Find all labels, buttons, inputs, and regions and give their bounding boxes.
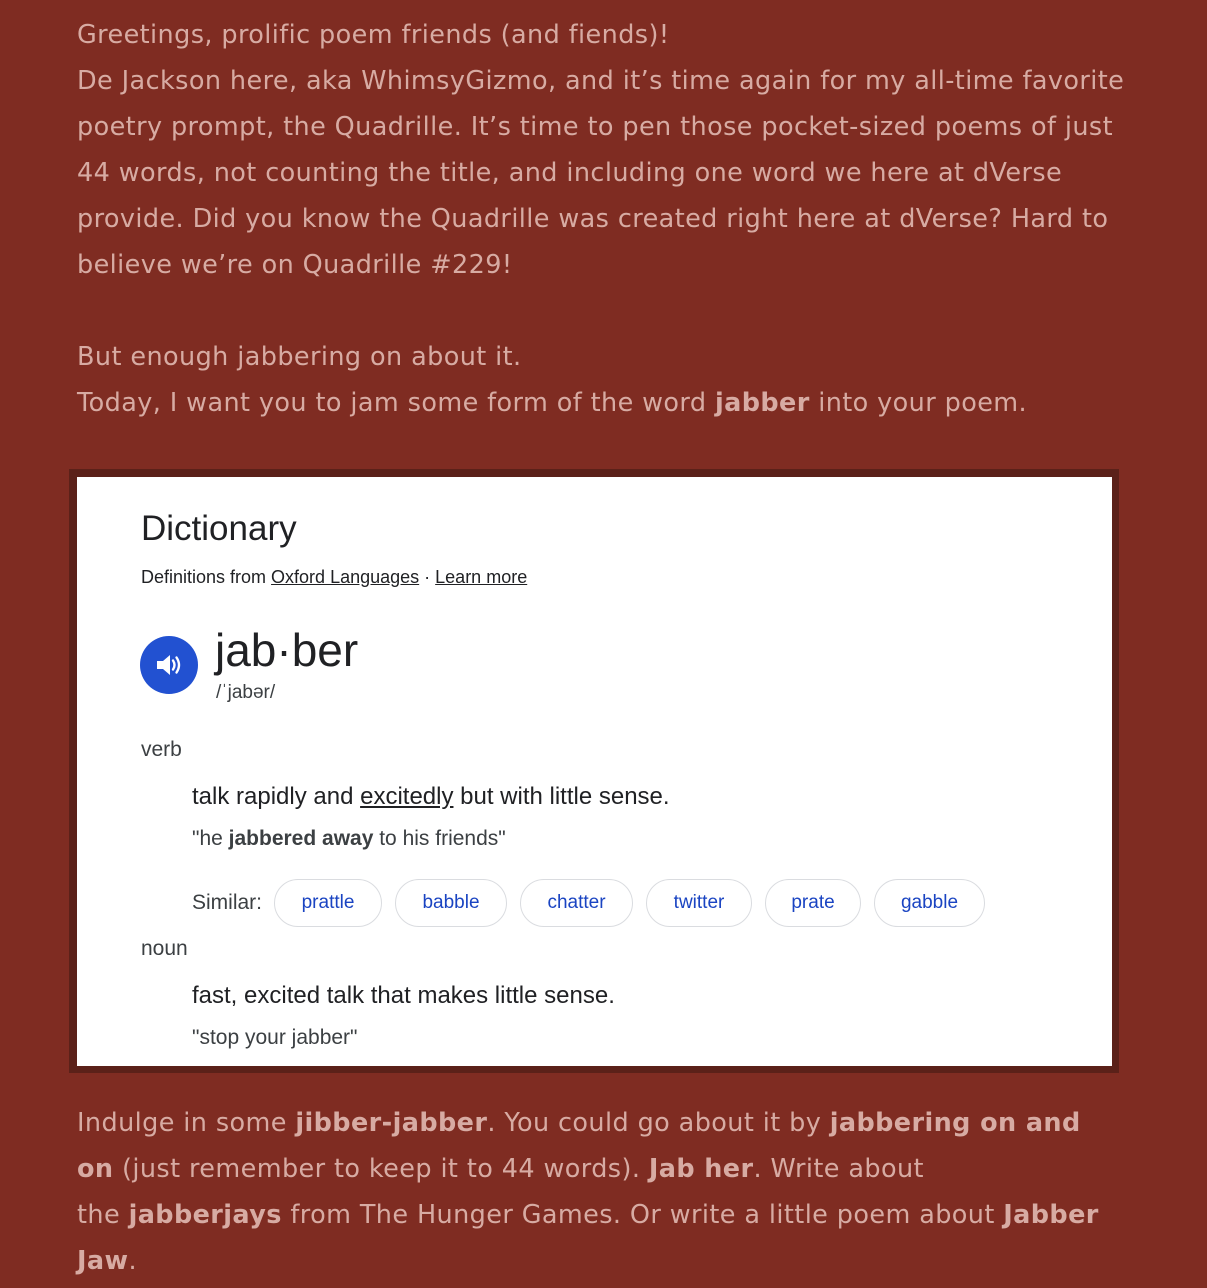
closing-bold: Jaw [77,1246,129,1276]
closing-line [77,1146,1137,1192]
definition-text: but with little sense. [453,783,670,810]
closing-text: Indulge in some [77,1108,296,1138]
excitedly-link[interactable]: excitedly [360,783,454,810]
example-text: "he [192,827,229,850]
verb-example [192,827,506,851]
noun-example: "stop your jabber" [192,1026,358,1049]
dictionary-source [141,567,527,588]
closing-text: . You could go about it by [487,1108,830,1138]
learn-more-link[interactable]: Learn more [435,567,528,587]
closing-bold: Jabber [1003,1200,1099,1230]
closing-paragraph [77,1100,1137,1284]
prompt-text: into your poem. [809,388,1028,418]
intro-line: Greetings, prolific poem friends (and fiends)! [77,20,670,50]
definition-text: talk rapidly and [192,783,361,810]
similar-chip-chatter[interactable]: chatter [520,879,633,927]
example-text: to his friends" [373,827,506,850]
prompt-text: Today, I want you to jam some form of the word [77,388,715,418]
example-bold: jabbered away [228,827,374,850]
closing-bold: jabberjays [128,1200,282,1230]
intro-line: poetry prompt, the Quadrille. It’s time to pen those pocket-sized poems of just [77,112,1113,142]
oxford-languages-link[interactable]: Oxford Languages [271,567,420,587]
similar-chip-prattle[interactable]: prattle [274,879,382,927]
dictionary-title: Dictionary [141,509,297,548]
source-separator: · [419,567,436,587]
verb-definition [192,783,670,811]
intro-line: De Jackson here, aka WhimsyGizmo, and it’s time again for my all-time favorite [77,66,1125,96]
closing-bold: jabbering on and [829,1108,1081,1138]
intro-line: believe we’re on Quadrille #229! [77,250,513,280]
closing-bold: jibber-jabber [295,1108,488,1138]
intro-line: 44 words, not counting the title, and including one word we here at dVerse [77,158,1063,188]
speaker-icon[interactable] [140,636,198,694]
prompt-word: jabber [714,388,810,418]
closing-line [77,1192,1137,1238]
similar-chip-twitter[interactable]: twitter [646,879,752,927]
phonetic: /ˈjabər/ [216,682,276,703]
headword: jab·ber [215,624,359,676]
similar-label: Similar: [192,891,263,914]
closing-line [77,1238,1137,1284]
prompt-line: But enough jabbering on about it. [77,342,522,372]
prompt-paragraph [77,334,1137,426]
closing-text: (just remember to keep it to 44 words). [113,1154,649,1184]
closing-bold: on [77,1154,114,1184]
part-of-speech-noun: noun [141,937,188,960]
part-of-speech-verb: verb [141,738,182,761]
similar-words [192,877,998,929]
intro-line: provide. Did you know the Quadrille was created right here at dVerse? Hard to [77,204,1109,234]
dictionary-card [77,477,1112,1066]
prompt-line [77,380,1137,426]
intro-paragraph [77,12,1137,288]
closing-text: the [77,1200,129,1230]
similar-chip-gabble[interactable]: gabble [874,879,985,927]
closing-text: from The Hunger Games. Or write a little poem about [281,1200,1004,1230]
closing-text: . Write about [753,1154,924,1184]
source-prefix: Definitions from [141,567,272,587]
closing-line [77,1100,1137,1146]
closing-text: . [128,1246,137,1276]
article-body [77,12,1137,426]
similar-chip-prate[interactable]: prate [765,879,861,927]
similar-chip-babble[interactable]: babble [395,879,507,927]
noun-definition: fast, excited talk that makes little sense. [192,982,615,1009]
closing-bold: Jab her [648,1154,754,1184]
